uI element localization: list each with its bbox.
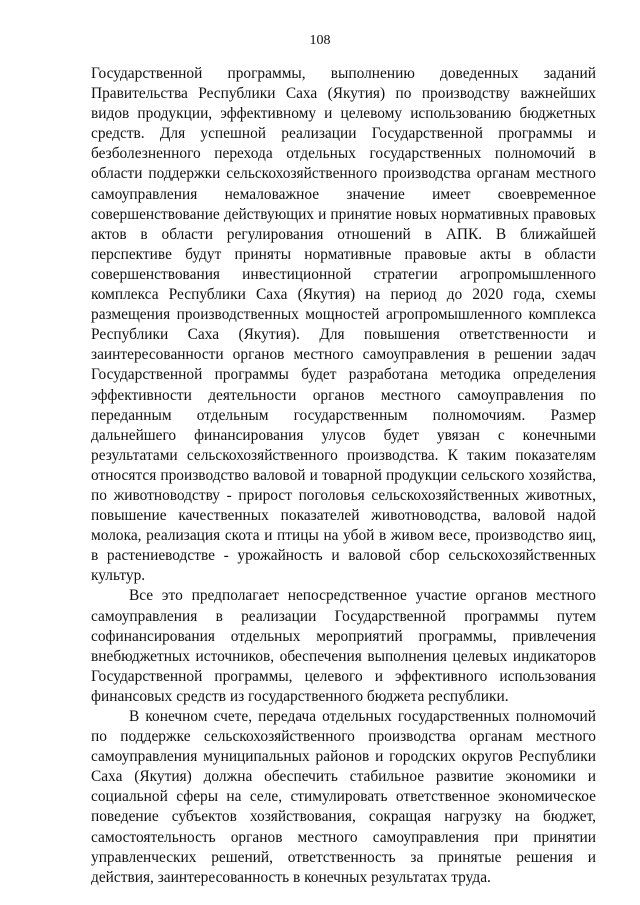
page-number: 108 [309,33,331,48]
paragraph-1: Государственной программы, выполнению доведенных заданий Правительства Республики Саха (Якутия) по производству важнейших видов продукции, эффективному и целевому использованию бюджетных средств. Для успешной реализации Государственной программы и безболезненного перехода отдельных государственных полномочий в области поддержки сельскохозяйственного производства органам местного самоуправления немаловажное значение имеет своевременное совершенствование действующих и принятие новых нормативных правовых актов в области регулирования отношений в АПК. В ближайшей перспективе будут приняты нормативные правовые акты в области совершенствования инвестиционной стратегии агропромышленного комплекса Республики Саха (Якутия) на период до 2020 года, схемы размещения производственных мощностей агропромышленного комплекса Республики Саха (Якутия). Для повышения ответственности и заинтересованности органов местного самоуправления в решении задач Государственной программы будет разработана методика определения эффективности деятельности органов местного самоуправления по переданным отдельным государственным полномочиям. Размер дальнейшего финансирования улусов будет увязан с конечными результатами сельскохозяйственного производства. К таким показателям относятся производство валовой и товарной продукции сельского хозяйства, по животноводству - прирост поголовья сельскохозяйственных животных, повышение качественных показателей животноводства, валовой надой молока, реализация скота и птицы на убой в живом весе, производство яиц, в растениеводстве - урожайность и валовой сбор сельскохозяйственных культур. [91,65,596,585]
paragraph-3: В конечном счете, передача отдельных государственных полномочий по поддержке сельскохозяйственного производства органам местного самоуправления муниципальных районов и городских округов Республики Саха (Якутия) должна обеспечить стабильное развитие экономики и социальной сферы на селе, стимулировать ответственное экономическое поведение субъектов хозяйствования, сокращая нагрузку на бюджет, самостоятельность органов местного самоуправления при принятии управленческих решений, ответственность за принятые решения и действия, заинтересованность в конечных результатах труда. [91,708,596,886]
document-body [91,64,596,888]
paragraph-2: Все это предполагает непосредственное участие органов местного самоуправления в реализации Государственной программы путем софинансирования отдельных мероприятий программы, привлечения внебюджетных источников, обеспечения выполнения целевых индикаторов Государственной программы, целевого и эффективного использования финансовых средств из государственного бюджета республики. [91,587,596,705]
